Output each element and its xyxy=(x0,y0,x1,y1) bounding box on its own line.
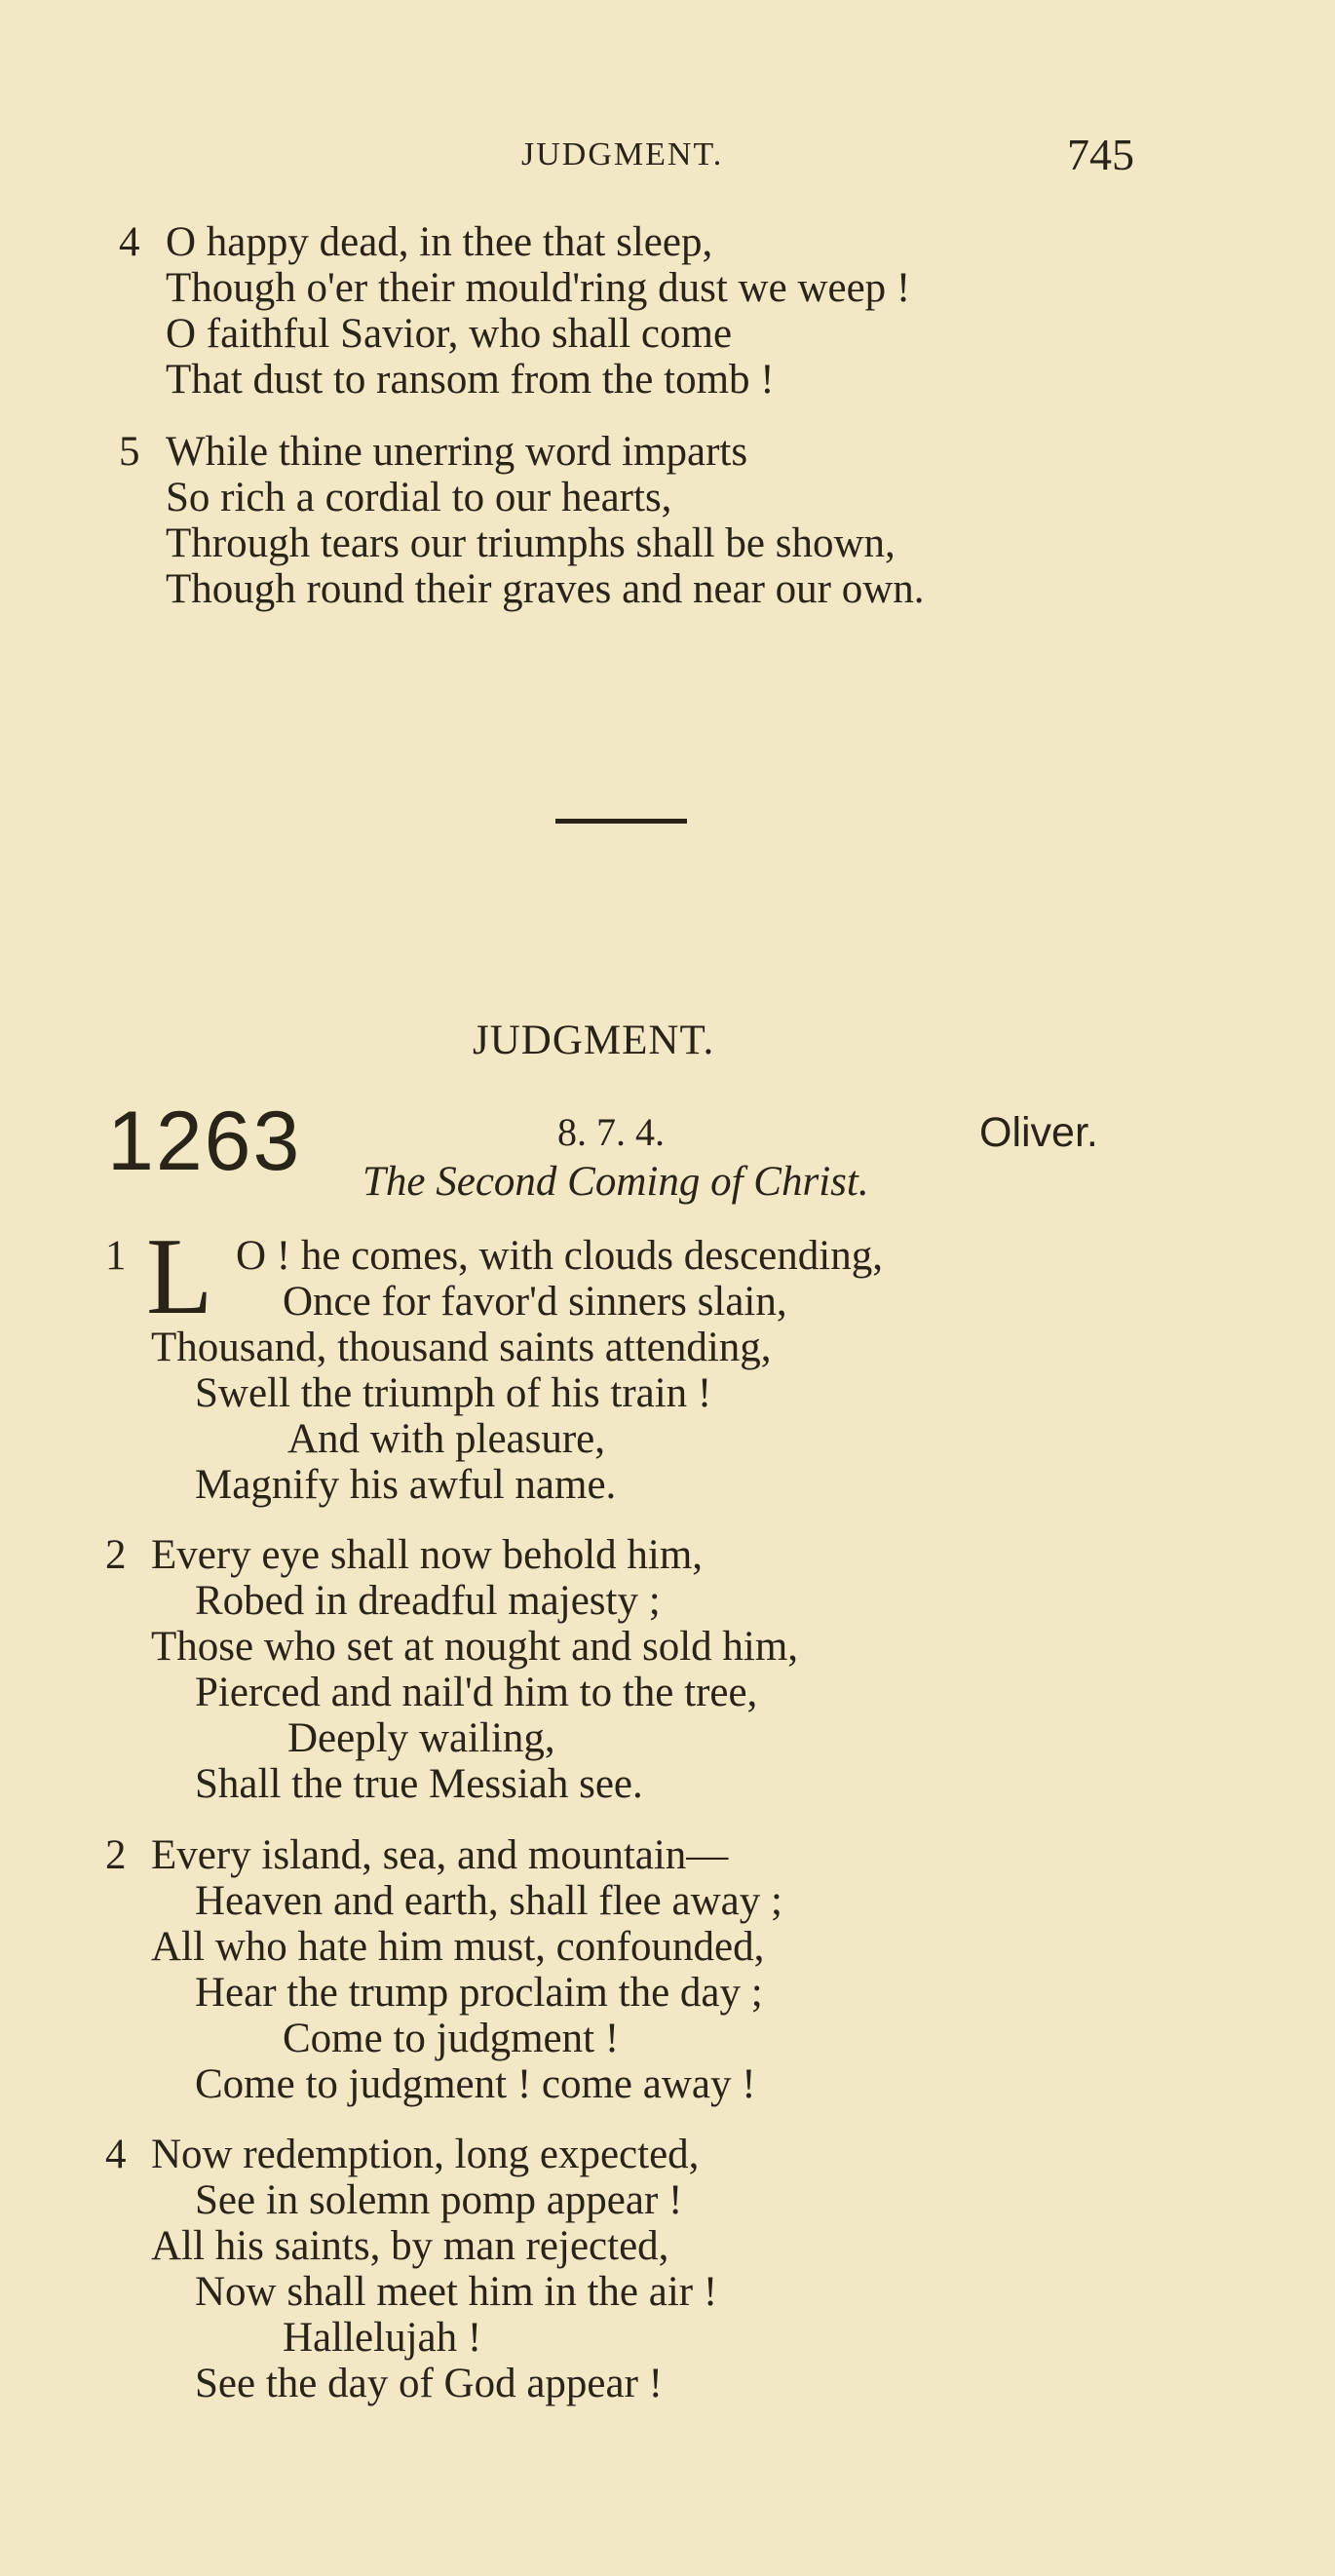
hymn-tune: Oliver. xyxy=(979,1109,1098,1156)
verse-line: Hear the trump proclaim the day ; xyxy=(195,1970,763,2016)
verse-line: See in solemn pomp appear ! xyxy=(195,2177,683,2223)
verse-line: Now redemption, long expected, xyxy=(151,2132,700,2177)
stanza-number: 2 xyxy=(105,1832,127,1878)
verse-line: O faithful Savior, who shall come xyxy=(166,311,733,357)
verse-line: O ! he comes, with clouds descending, xyxy=(236,1233,883,1279)
verse-line: Though o'er their mould'ring dust we weep ! xyxy=(166,265,911,311)
verse-line: O happy dead, in thee that sleep, xyxy=(166,219,713,265)
verse-line: Shall the true Messiah see. xyxy=(195,1761,643,1807)
page-number: 745 xyxy=(1067,130,1134,179)
verse-line: Now shall meet him in the air ! xyxy=(195,2269,718,2315)
stanza-number: 4 xyxy=(119,219,140,265)
verse-line: Deeply wailing, xyxy=(287,1715,555,1761)
verse-line: Every island, sea, and mountain— xyxy=(151,1832,729,1878)
verse-line: Come to judgment ! come away ! xyxy=(195,2061,756,2107)
verse-line: So rich a cordial to our hearts, xyxy=(166,475,672,520)
drop-cap: L xyxy=(146,1216,213,1337)
verse-line: Through tears our triumphs shall be shown, xyxy=(166,520,896,566)
stanza-number: 4 xyxy=(105,2132,127,2177)
stanza-number: 1 xyxy=(105,1233,127,1279)
hymn-meter: 8. 7. 4. xyxy=(557,1110,665,1154)
verse-line: Once for favor'd sinners slain, xyxy=(283,1279,787,1325)
verse-line: Hallelujah ! xyxy=(283,2315,482,2361)
verse-line: That dust to ransom from the tomb ! xyxy=(166,357,775,403)
stanza-number: 5 xyxy=(119,429,140,475)
section-divider xyxy=(555,819,687,824)
verse-line: Every eye shall now behold him, xyxy=(151,1532,704,1578)
verse-line: Those who set at nought and sold him, xyxy=(151,1624,799,1670)
verse-line: And with pleasure, xyxy=(287,1416,606,1462)
verse-line: All his saints, by man rejected, xyxy=(151,2223,669,2269)
verse-line: Magnify his awful name. xyxy=(195,1462,617,1508)
verse-line: Though round their graves and near our own. xyxy=(166,566,925,612)
verse-line: Swell the triumph of his train ! xyxy=(195,1370,712,1416)
stanza-number: 2 xyxy=(105,1532,127,1578)
section-title: JUDGMENT. xyxy=(473,1018,715,1063)
hymn-number: 1263 xyxy=(107,1095,302,1188)
verse-line: While thine unerring word imparts xyxy=(166,429,748,475)
verse-line: Robed in dreadful majesty ; xyxy=(195,1578,661,1624)
verse-line: All who hate him must, confounded, xyxy=(151,1924,765,1970)
verse-line: Come to judgment ! xyxy=(283,2016,620,2061)
verse-line: Thousand, thousand saints attending, xyxy=(151,1325,772,1370)
verse-line: See the day of God appear ! xyxy=(195,2361,663,2406)
running-header-title: JUDGMENT. xyxy=(521,136,724,173)
verse-line: Pierced and nail'd him to the tree, xyxy=(195,1670,758,1715)
verse-line: Heaven and earth, shall flee away ; xyxy=(195,1878,782,1924)
hymn-title: The Second Coming of Christ. xyxy=(362,1159,869,1205)
